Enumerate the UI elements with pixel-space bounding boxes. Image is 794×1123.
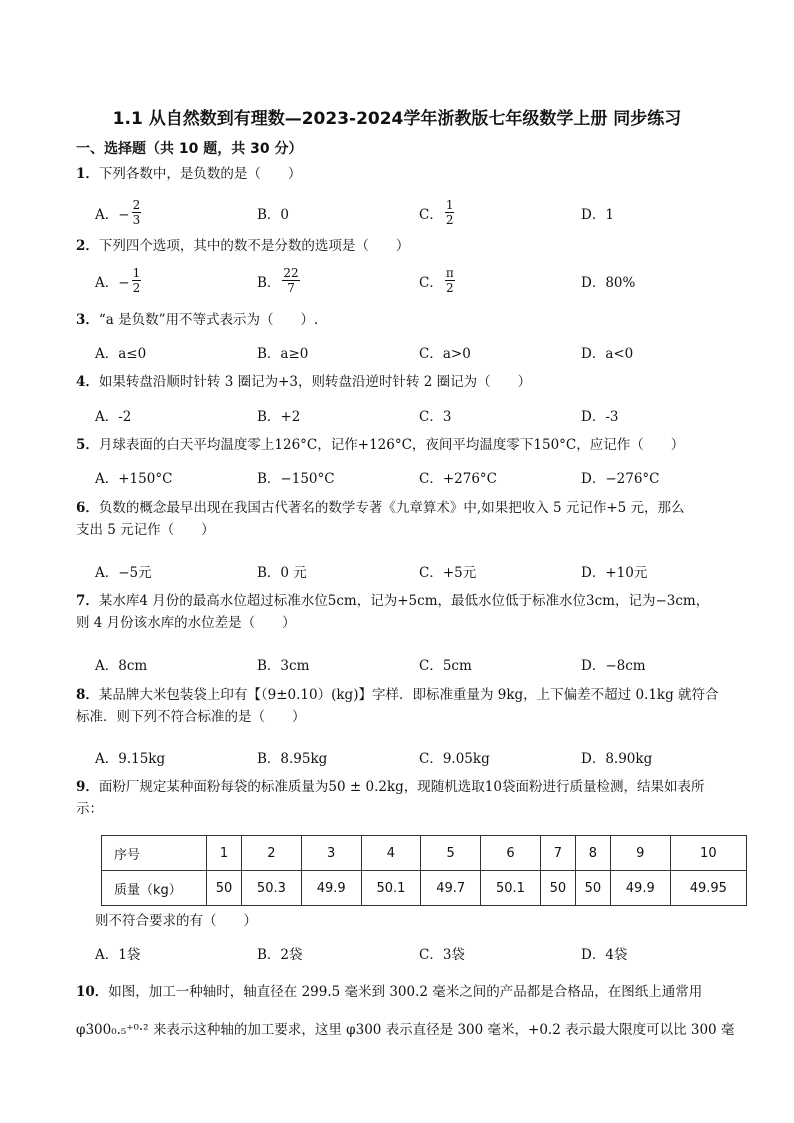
table-cell: 质量（kg） <box>102 871 207 906</box>
table-cell: 50 <box>540 871 575 906</box>
option: D．1 <box>581 206 614 223</box>
table-cell: 50.1 <box>361 871 421 906</box>
option: D．a<0 <box>581 346 634 362</box>
option: A．+150°C <box>95 471 173 487</box>
question-1: 1．下列各数中，是负数的是（ ） <box>76 166 302 182</box>
question-3: 3．“a 是负数”用不等式表示为（ ）. <box>76 312 319 328</box>
option: B．a≥0 <box>257 346 309 362</box>
options-4 <box>95 405 745 425</box>
question-9-followup: 则不符合要求的有（ ） <box>95 913 257 929</box>
table-cell: 3 <box>301 836 361 871</box>
table-row <box>102 836 747 871</box>
option: C．a>0 <box>419 346 471 362</box>
table-cell: 7 <box>540 836 575 871</box>
table-cell: 49.9 <box>301 871 361 906</box>
option: C．5cm <box>419 658 472 674</box>
option: A．1袋 <box>95 947 141 963</box>
option: A．9.15kg <box>95 751 166 767</box>
table-cell: 序号 <box>102 836 207 871</box>
option: B． $\frac{22}{7}$ <box>257 266 299 295</box>
table-cell: 50.3 <box>242 871 302 906</box>
table-cell: 49.9 <box>610 871 670 906</box>
table-cell: 49.7 <box>421 871 481 906</box>
option: C． $\frac{1}{2}$ <box>419 198 454 227</box>
option: C．3 <box>419 409 452 425</box>
option: B．2袋 <box>257 947 303 963</box>
option: D．−8cm <box>581 658 646 674</box>
table-row <box>102 871 747 906</box>
question-5: 5．月球表面的白天平均温度零上126°C，记作+126°C，夜间平均温度零下150°C，应记作（ ） <box>76 437 685 453</box>
table-cell: 50 <box>207 871 242 906</box>
option: A．a≤0 <box>95 346 147 362</box>
question-10: 10．如图，加工一种轴时，轴直径在 299.5 毫米到 300.2 毫米之间的产品都是合格品，在图纸上通常用 φ300₀.₅⁺⁰·² 来表示这种轴的加工要求，这里 φ300 表示直径是 300 毫米，+0.2 表示最大限度可以比 300 毫 <box>76 984 735 1038</box>
option: B．8.95kg <box>257 751 328 767</box>
options-9 <box>95 943 745 963</box>
option: C．+5元 <box>419 565 477 581</box>
table-cell: 49.95 <box>670 871 746 906</box>
table-cell: 2 <box>242 836 302 871</box>
option: B．3cm <box>257 658 310 674</box>
options-8 <box>95 747 745 767</box>
option: C．3袋 <box>419 947 465 963</box>
table-cell: 8 <box>575 836 610 871</box>
option: A．− $\frac{2}{3}$ <box>95 198 141 227</box>
question-8: 8．某品牌大米包装袋上印有【（9±0.10）(kg)】字样．即标准重量为 9kg，上下偏差不超过 0.1kg 就符合 标准．则下列不符合标准的是（ ） <box>76 687 719 725</box>
option: B．+2 <box>257 409 301 425</box>
option: C． $\frac{\pi}{2}$ <box>419 266 454 295</box>
question-6: 6．负数的概念最早出现在我国古代著名的数学专著《九章算术》中,如果把收入 5 元记作+5 元，那么 支出 5 元记作（ ） <box>76 500 685 538</box>
option: D．80% <box>581 274 636 291</box>
section-heading: 一、选择题（共 10 题，共 30 分） <box>76 141 303 157</box>
table-cell: 4 <box>361 836 421 871</box>
data-table <box>101 835 747 906</box>
question-2: 2．下列四个选项，其中的数不是分数的选项是（ ） <box>76 238 410 254</box>
table-cell: 50 <box>575 871 610 906</box>
question-9: 9．面粉厂规定某种面粉每袋的标准质量为50 ± 0.2kg，现随机选取10袋面粉进行质量检测，结果如表所 示： <box>76 779 705 817</box>
table-cell: 50.1 <box>481 871 541 906</box>
option: D．-3 <box>581 409 619 425</box>
table-cell: 5 <box>421 836 481 871</box>
option: B．−150°C <box>257 471 335 487</box>
options-7 <box>95 654 745 674</box>
options-5 <box>95 467 745 487</box>
question-7: 7．某水库4 月份的最高水位超过标准水位5cm，记为+5cm，最低水位低于标准水位3cm，记为−3cm， 则 4 月份该水库的水位差是（ ） <box>76 593 710 631</box>
option: A．−5元 <box>95 565 152 581</box>
option: D．8.90kg <box>581 751 653 767</box>
option: C．9.05kg <box>419 751 490 767</box>
option: B．0 元 <box>257 565 307 581</box>
option: A．8cm <box>95 658 148 674</box>
options-2 <box>95 266 745 295</box>
options-6 <box>95 561 745 581</box>
option: D．4袋 <box>581 947 628 963</box>
table-cell: 6 <box>481 836 541 871</box>
table-cell: 1 <box>207 836 242 871</box>
option: B．0 <box>257 206 290 223</box>
table-cell: 9 <box>610 836 670 871</box>
options-3 <box>95 342 745 362</box>
option: A．− $\frac{1}{2}$ <box>95 266 141 295</box>
option: D．−276°C <box>581 471 660 487</box>
option: C．+276°C <box>419 471 497 487</box>
option: A．-2 <box>95 409 132 425</box>
table-cell: 10 <box>670 836 746 871</box>
options-1 <box>95 198 745 227</box>
page-title: 1.1 从自然数到有理数—2023-2024学年浙教版七年级数学上册 同步练习 <box>112 109 682 129</box>
question-4: 4．如果转盘沿顺时针转 3 圈记为+3，则转盘沿逆时针转 2 圈记为（ ） <box>76 374 532 390</box>
option: D．+10元 <box>581 565 648 581</box>
